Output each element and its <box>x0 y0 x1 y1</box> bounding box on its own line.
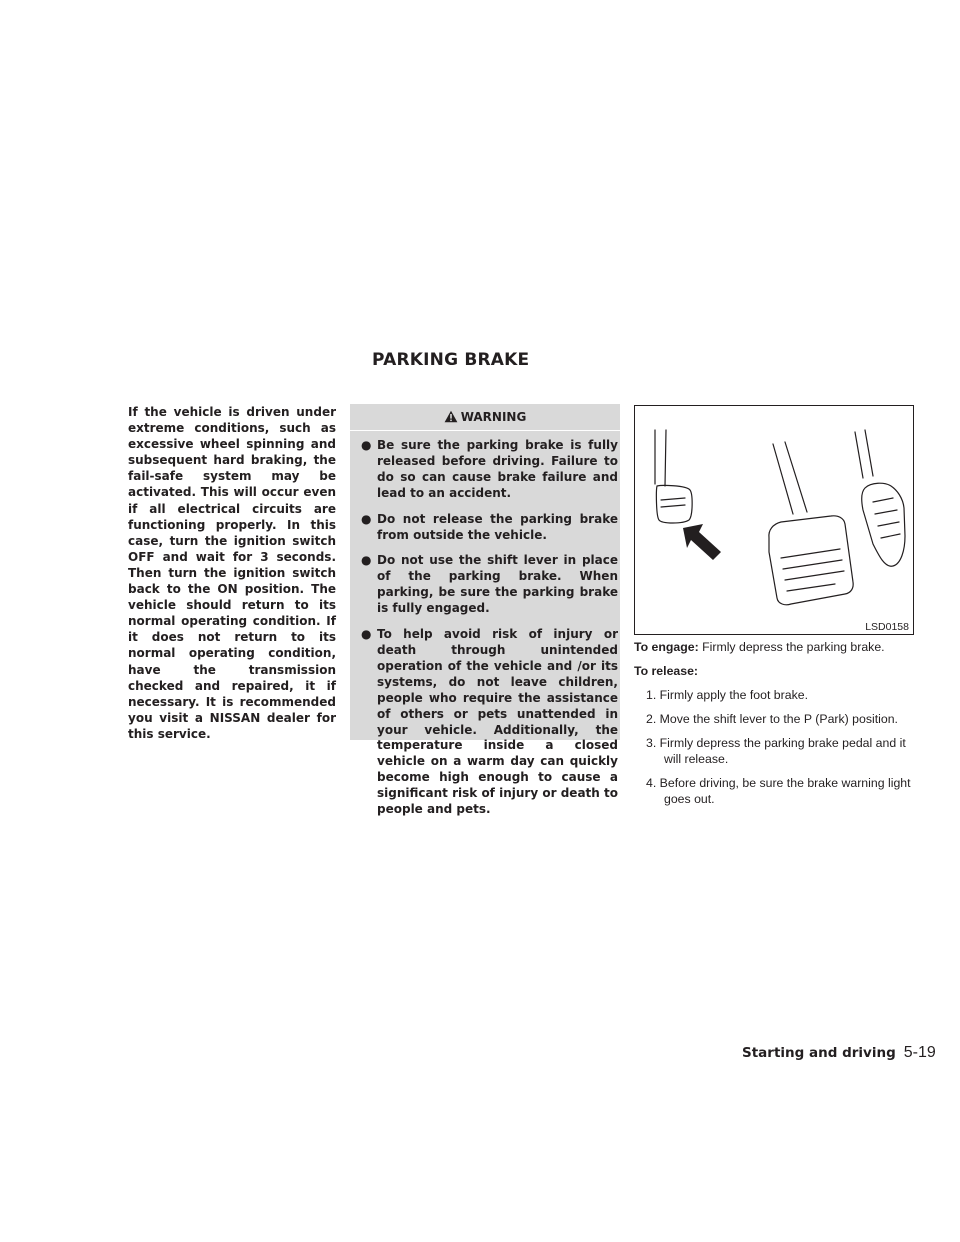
warning-title <box>350 410 620 424</box>
intro-paragraph: If the vehicle is driven under extreme conditions, such as excessive wheel spinning and subsequent hard braking, the fail-safe system may be activated. This will occur even if all electrical circuits are functioning properly. In this case, turn the ignition switch OFF and wait for 3 seconds. Then turn the ignition switch back to the ON position. The vehicle should return to its normal operating condition. If it does not return to its normal operating condition, have the transmission checked and repaired, it if necessary. It is recommended you visit a NISSAN dealer for this service. <box>128 405 336 741</box>
release-step: 1. Firmly apply the foot brake. <box>646 688 808 702</box>
parking-brake-figure <box>634 405 914 635</box>
release-step: 4. Before driving, be sure the brake warning light goes out. <box>646 776 911 806</box>
warning-item: ● Be sure the parking brake is fully released before driving. Failure to do so can cause brake failure and lead to an accident. <box>361 438 618 500</box>
bullet-icon: ● <box>361 511 372 526</box>
engage-paragraph <box>634 639 914 655</box>
warning-divider <box>350 430 620 431</box>
warning-title-text: WARNING <box>460 410 527 424</box>
release-step: 2. Move the shift lever to the P (Park) position. <box>646 712 898 726</box>
page-number: 5-19 <box>903 1044 936 1061</box>
release-steps <box>634 687 914 807</box>
engage-text: Firmly depress the parking brake. <box>702 640 885 654</box>
bullet-icon: ● <box>361 438 372 452</box>
warning-item: ● To help avoid risk of injury or death through unintended operation of the vehicle and /or its systems, do not leave children, people who require the assistance of others or pets unattended in your vehicle. Additionally, the temperature inside a closed vehicle on a warm day can quickly become high enough to cause a significant risk of injury or death to people and pets. <box>361 627 618 817</box>
engage-label: To engage: <box>634 640 699 654</box>
warning-box <box>350 404 620 817</box>
pedal-illustration <box>635 406 913 634</box>
warning-item: ● Do not use the shift lever in place of the parking brake. When parking, be sure the parking brake is fully engaged. <box>361 553 618 616</box>
bullet-icon: ● <box>361 553 372 568</box>
footer-section-title: Starting and driving <box>742 1045 896 1061</box>
figure-label: LSD0158 <box>865 621 909 633</box>
section-heading: PARKING BRAKE <box>372 350 530 370</box>
page-footer <box>742 1044 936 1062</box>
release-step: 3. Firmly depress the parking brake pedal and it will release. <box>646 736 906 766</box>
release-instructions <box>634 639 914 815</box>
warning-icon <box>444 410 458 423</box>
bullet-icon: ● <box>361 627 372 642</box>
arrow-icon <box>683 524 721 560</box>
release-label: To release: <box>634 664 699 678</box>
warning-list <box>360 438 618 828</box>
warning-item: ● Do not release the parking brake from outside the vehicle. <box>361 511 618 542</box>
